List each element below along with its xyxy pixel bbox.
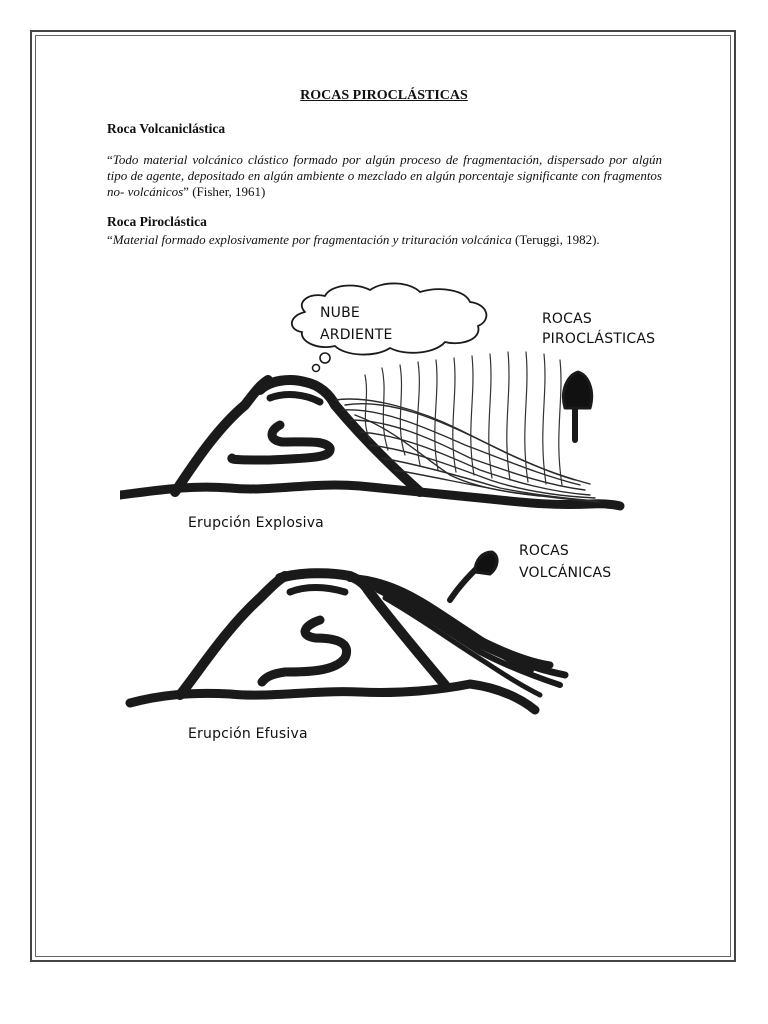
volcanic-label-line2: VOLCÁNICAS [519, 565, 612, 581]
volcanic-label-line1: ROCAS [519, 543, 569, 559]
heading-piroclastica: Roca Piroclástica [107, 214, 207, 229]
page-title: ROCAS PIROCLÁSTICAS [300, 88, 468, 103]
cloud-label-line1: NUBE [320, 305, 360, 321]
explosive-eruption-caption: Erupción Explosiva [188, 515, 324, 531]
citation-fisher: (Fisher, 1961) [188, 184, 266, 199]
quote-text-fisher: Todo material volcánico clástico formado por algún proceso de fragmentación, dispersado por algún tipo de agente, depositado en algún ambiente o mezclado en algún porcentaje significante con fragmentos no- volcánicos [107, 152, 662, 199]
pyroclastic-label-line1: ROCAS [542, 311, 592, 327]
pyroclastic-label-line2: PIROCLÁSTICAS [542, 331, 656, 347]
effusive-eruption-caption: Erupción Efusiva [188, 726, 308, 742]
effusive-volcano-drawing [130, 552, 565, 710]
quote-volcaniclastica: “Todo material volcánico clástico formado por algún proceso de fragmentación, dispersado por algún tipo de agente, depositado en algún ambiente o mezclado en algún porcentaje significante con fragmentos no- volcánicos” (Fisher, 1961) [107, 152, 662, 199]
cloud-label-line2: ARDIENTE [320, 327, 393, 343]
heading-volcaniclastica: Roca Volcaniclástica [107, 121, 226, 136]
quote-text-teruggi: Material formado explosivamente por fragmentación y trituración volcánica [112, 232, 512, 247]
quote-piroclastica: “Material formado explosivamente por fragmentación y trituración volcánica (Teruggi, 1982). [107, 232, 600, 247]
citation-teruggi: (Teruggi, 1982). [511, 232, 600, 247]
